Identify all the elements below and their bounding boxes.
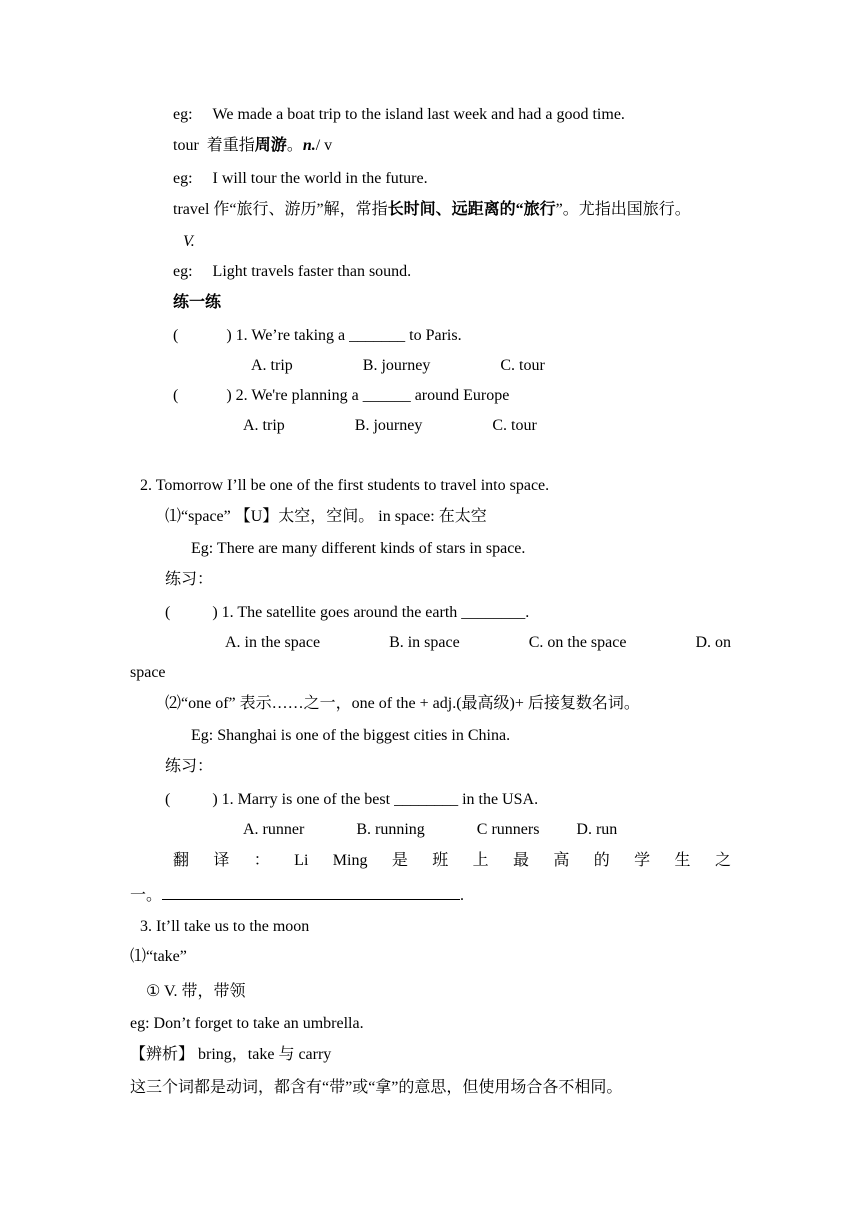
practice-title: 练一练 [173, 294, 222, 311]
option-b: B. in space [389, 634, 460, 651]
question-text: ) 1. Marry is one of the best ________ in the USA. [212, 791, 539, 808]
practice-label: 练习： [165, 758, 214, 775]
question-2 [173, 386, 509, 406]
example-trip [173, 105, 625, 125]
example-take: eg: Don’t forget to take an umbrella. [130, 1015, 364, 1032]
practice-label: 练习： [165, 571, 214, 588]
section-2-heading: 2. Tomorrow I’ll be one of the first students to travel into space. [140, 477, 550, 494]
translate-char: 译 [213, 852, 230, 869]
option-c: C. tour [492, 417, 537, 434]
point-number: ⑵ [165, 695, 182, 712]
translate-line [173, 851, 731, 871]
translate-char: 之 [714, 852, 731, 869]
translate-char: 学 [634, 852, 651, 869]
eg-label: eg: [173, 106, 193, 123]
part-of-speech-alt: / v [315, 137, 333, 154]
question-satellite-options [225, 633, 731, 653]
option-c: C. on the space [528, 634, 627, 651]
eg-text: I will tour the world in the future. [212, 170, 428, 187]
question-1-options [251, 356, 545, 376]
definition-punct: 。 [286, 137, 303, 154]
eg-label: eg: [173, 170, 193, 187]
translate-char: 最 [512, 852, 529, 869]
section-3-heading: 3. It’ll take us to the moon [140, 918, 310, 935]
point-text: “space” 【U】太空，空间。 in space: 在太空 [181, 508, 487, 525]
question-text: ) 1. The satellite goes around the earth ________. [212, 604, 530, 621]
translate-char: 生 [674, 852, 691, 869]
analysis-line [130, 1045, 331, 1065]
option-c: C runners [476, 821, 540, 838]
translate-end: 一。 [130, 887, 163, 904]
translate-period: . [460, 887, 465, 904]
part-of-speech: n. [302, 137, 316, 154]
option-a: A. in the space [225, 634, 321, 651]
option-d: D. on [695, 634, 731, 651]
example-one-of: Eg: Shanghai is one of the biggest cities in China. [191, 727, 511, 744]
eg-text: We made a boat trip to the island last week and had a good time. [212, 106, 625, 123]
eg-text: Light travels faster than sound. [212, 263, 412, 280]
translate-answer [130, 883, 464, 906]
translate-char: 高 [553, 852, 570, 869]
translate-char: 的 [593, 852, 610, 869]
question-satellite [165, 603, 529, 623]
sense-1: ① V. 带，带领 [146, 983, 246, 1000]
option-a: A. trip [251, 357, 293, 374]
point-space [165, 507, 487, 527]
translate-char: 是 [391, 852, 408, 869]
translate-char: 上 [472, 852, 489, 869]
question-runner [165, 790, 538, 810]
option-b: B. journey [362, 357, 431, 374]
definition-emphasis: 长时间、远距离的“旅行 [387, 201, 556, 218]
question-runner-options [243, 820, 617, 840]
translate-char: 班 [432, 852, 449, 869]
answer-paren: ( [165, 604, 171, 621]
answer-blank[interactable] [162, 883, 460, 900]
option-b: B. journey [354, 417, 423, 434]
point-number: ⑴ [165, 508, 182, 525]
answer-paren: ( [173, 327, 179, 344]
question-text: ) 2. We're planning a ______ around Europe [226, 387, 510, 404]
point-take [130, 947, 187, 967]
definition-emphasis: 周游 [254, 137, 287, 154]
option-a: A. runner [243, 821, 305, 838]
question-2-options [243, 416, 537, 436]
point-number: ⑴ [130, 948, 147, 965]
translate-char: ： [253, 852, 270, 869]
option-d: D. run [576, 821, 618, 838]
travel-pos: V. [183, 233, 195, 250]
point-text: “one of” 表示……之一，one of the + adj.(最高级)+ 后接复数名词。 [181, 695, 640, 712]
analysis-tag: 【辨析】 [130, 1046, 195, 1063]
example-travel [173, 262, 411, 282]
example-space: Eg: There are many different kinds of stars in space. [191, 540, 526, 557]
question-1 [173, 326, 462, 346]
translate-char: Li [294, 852, 309, 869]
analysis-text: bring，take 与 carry [194, 1046, 332, 1063]
answer-paren: ( [165, 791, 171, 808]
definition-text: 着重指 [206, 137, 255, 154]
option-wrap: space [130, 664, 166, 681]
option-c: C. tour [500, 357, 545, 374]
tour-definition [173, 136, 332, 156]
term-tour: tour [173, 137, 199, 154]
option-a: A. trip [243, 417, 285, 434]
translate-char: Ming [332, 852, 368, 869]
point-text: “take” [146, 948, 187, 965]
definition-text: travel 作“旅行、游历”解，常指 [173, 201, 388, 218]
eg-label: eg: [173, 263, 193, 280]
example-tour [173, 169, 428, 189]
definition-tail: ”。尤指出国旅行。 [555, 201, 691, 218]
answer-paren: ( [173, 387, 179, 404]
analysis-note: 这三个词都是动词，都含有“带”或“拿”的意思，但使用场合各不相同。 [130, 1079, 623, 1096]
point-one-of [165, 694, 640, 714]
translate-char: 翻 [173, 852, 190, 869]
question-text: ) 1. We’re taking a _______ to Paris. [226, 327, 462, 344]
travel-definition [173, 200, 691, 220]
option-b: B. running [356, 821, 425, 838]
